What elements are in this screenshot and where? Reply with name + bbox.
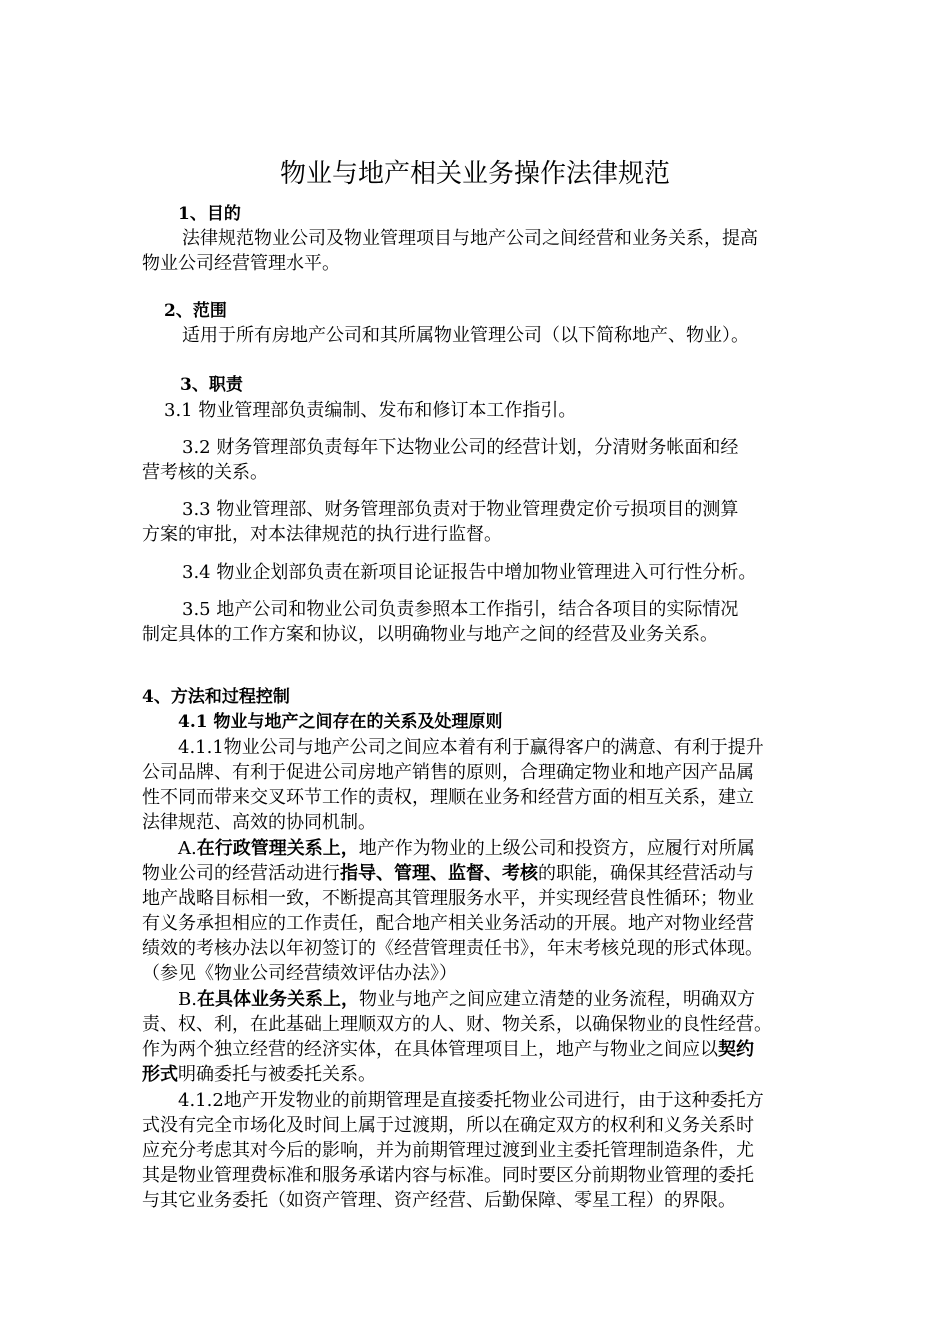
- para-a-bold-lead: 在行政管理关系上，: [196, 838, 359, 859]
- section-2-heading: 2、范围: [164, 301, 227, 321]
- para-4-1-1-cont: 法律规范、高效的协同机制。: [142, 812, 376, 833]
- section-4-heading: 4、方法和过程控制: [142, 687, 290, 707]
- item-3-2-cont: 营考核的关系。: [142, 462, 268, 483]
- para-a-text: 地产作为物业的上级公司和投资方，应履行对所属: [358, 838, 755, 859]
- section-1-heading: 1、目的: [178, 204, 241, 224]
- document-title: 物业与地产相关业务操作法律规范: [279, 159, 670, 189]
- item-3-2: 3.2 财务管理部负责每年下达物业公司的经营计划，分清财务帐面和经: [182, 437, 739, 458]
- para-b-text: 明确委托与被委托关系。: [178, 1064, 376, 1085]
- para-a-bold-duties: 指导、管理、监督、考核: [340, 863, 538, 884]
- item-3-3: 3.3 物业管理部、财务管理部负责对于物业管理费定价亏损项目的测算: [182, 499, 739, 520]
- section-2-line: 适用于所有房地产公司和其所属物业管理公司（以下简称地产、物业）。: [182, 325, 749, 346]
- para-a-line-2: [142, 861, 754, 887]
- para-b-bold-contract: 契约: [718, 1039, 754, 1060]
- para-a-line: 有义务承担相应的工作责任，配合地产相关业务活动的开展。地产对物业经营: [142, 913, 754, 934]
- item-3-1: 3.1 物业管理部负责编制、发布和修订本工作指引。: [164, 400, 577, 421]
- para-b-line-3: [142, 1037, 754, 1063]
- para-4-1-1: 4.1.1物业公司与地产公司之间应本着有利于赢得客户的满意、有利于提升: [178, 737, 764, 758]
- para-4-1-1-cont: 性不同而带来交叉环节工作的责权，理顺在业务和经营方面的相互关系，建立: [142, 787, 754, 808]
- para-4-1-2: 4.1.2地产开发物业的前期管理是直接委托物业公司进行，由于这种委托方: [178, 1090, 764, 1111]
- para-4-1-2-cont: 应充分考虑其对今后的影响，并为前期管理过渡到业主委托管理制造条件，尤: [142, 1140, 754, 1161]
- para-b-line-1: [178, 987, 755, 1013]
- para-b-line-4: [142, 1062, 376, 1088]
- section-1-line: 物业公司经营管理水平。: [142, 253, 340, 274]
- item-3-5-cont: 制定具体的工作方案和协议，以明确物业与地产之间的经营及业务关系。: [142, 624, 718, 645]
- para-a-line-1: [178, 836, 755, 862]
- item-3-5: 3.5 地产公司和物业公司负责参照本工作指引，结合各项目的实际情况: [182, 599, 739, 620]
- subsection-4-1-heading: 4.1 物业与地产之间存在的关系及处理原则: [178, 712, 503, 732]
- item-3-4: 3.4 物业企划部负责在新项目论证报告中增加物业管理进入可行性分析。: [182, 562, 757, 583]
- section-1-line: 法律规范物业公司及物业管理项目与地产公司之间经营和业务关系，提高: [182, 228, 758, 249]
- para-a-line: （参见《物业公司经营绩效评估办法》）: [142, 963, 457, 984]
- para-4-1-2-cont: 与其它业务委托（如资产管理、资产经营、后勤保障、零星工程）的界限。: [142, 1190, 736, 1211]
- para-a-line: 绩效的考核办法以年初签订的《经营管理责任书》，年末考核兑现的形式体现。: [142, 938, 763, 959]
- para-b-text: 作为两个独立经营的经济实体，在具体管理项目上，地产与物业之间应以: [142, 1039, 718, 1060]
- para-b-marker: B.: [178, 989, 197, 1010]
- para-b-line-2: 责、权、利，在此基础上理顺双方的人、财、物关系，以确保物业的良性经营。: [142, 1014, 772, 1035]
- para-a-line: 地产战略目标相一致，不断提高其管理服务水平，并实现经营良性循环；物业: [142, 888, 754, 909]
- item-3-3-cont: 方案的审批，对本法律规范的执行进行监督。: [142, 524, 502, 545]
- para-b-bold-form: 形式: [142, 1064, 178, 1085]
- para-b-bold-lead: 在具体业务关系上，: [196, 989, 359, 1010]
- para-b-text: 物业与地产之间应建立清楚的业务流程，明确双方: [358, 989, 755, 1010]
- para-4-1-2-cont: 其是物业管理费标准和服务承诺内容与标准。同时要区分前期物业管理的委托: [142, 1165, 754, 1186]
- para-a-marker: A.: [178, 838, 197, 859]
- para-a-text: 物业公司的经营活动进行: [142, 863, 340, 884]
- para-a-text: 的职能，确保其经营活动与: [538, 863, 754, 884]
- section-3-heading: 3、职责: [180, 375, 243, 395]
- para-4-1-1-cont: 公司品牌、有利于促进公司房地产销售的原则，合理确定物业和地产因产品属: [142, 762, 754, 783]
- para-4-1-2-cont: 式没有完全市场化及时间上属于过渡期，所以在确定双方的权利和义务关系时: [142, 1115, 754, 1136]
